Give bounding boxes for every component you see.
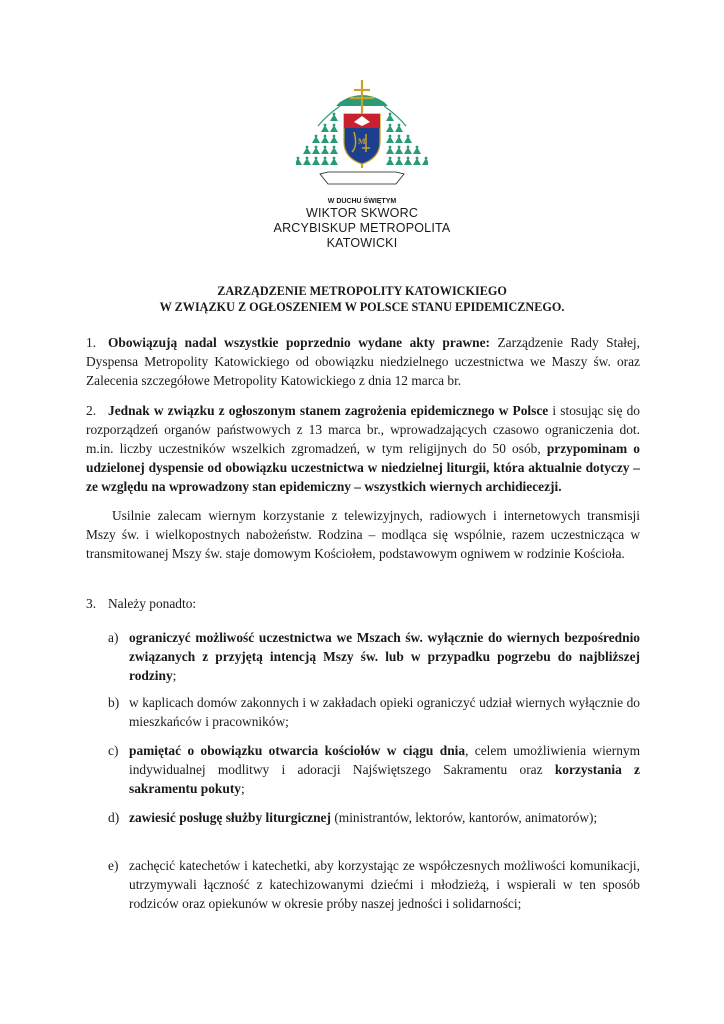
list-item-c-text-1: , celem umożliwienia wiernym indywidualnej modlitwy i adoracji Najświętszego Sakramentu oraz bbox=[129, 743, 641, 777]
section-2-bold-1: Jednak w związku z ogłoszonym stanem zagrożenia epidemicznego w Polsce bbox=[108, 403, 549, 418]
list-item-d bbox=[108, 808, 640, 827]
tassel-left-knot bbox=[333, 157, 336, 160]
section-2-recommendation: Usilnie zalecam wiernym korzystanie z telewizyjnych, radiowych i internetowych transmisji Mszy św. i wielkopostnych nabożeństw. Rodzina – modląca się wspólnie, razem uczestnicząca w transmitowanej Mszy św. staje domowym Kościołem, podstawowym ogniwem w rodzinie Kościoła. bbox=[86, 508, 640, 561]
tassel-left-knot bbox=[333, 135, 336, 138]
tassel-left-knot bbox=[333, 146, 336, 149]
section-3-text: Należy ponadto: bbox=[108, 596, 197, 611]
tassel-left-knot bbox=[315, 157, 318, 160]
section-2-number: 2. bbox=[86, 403, 97, 418]
tassel-right-knot bbox=[389, 135, 392, 138]
tassel-left-knot bbox=[333, 124, 336, 127]
tassel-left-knot bbox=[324, 146, 327, 149]
tassels-right bbox=[386, 113, 428, 165]
section-2 bbox=[86, 401, 640, 496]
list-item-d-bold: zawiesić posługę służby liturgicznej bbox=[129, 810, 331, 825]
tassel-right-knot bbox=[398, 124, 401, 127]
tassel-right-knot bbox=[389, 146, 392, 149]
tassel-right-knot bbox=[389, 124, 392, 127]
tassel-left-knot bbox=[324, 124, 327, 127]
tassel-right-knot bbox=[416, 157, 419, 160]
title-line-2: W ZWIĄZKU Z OGŁOSZENIEM W POLSCE STANU EPIDEMICZNEGO. bbox=[159, 300, 565, 314]
tassel-left-knot bbox=[297, 157, 300, 160]
tassel-left-knot bbox=[306, 157, 309, 160]
shield bbox=[344, 114, 380, 164]
section-3 bbox=[86, 594, 640, 613]
svg-text:M: M bbox=[358, 137, 366, 146]
list-item-c bbox=[108, 741, 640, 798]
title-line-1: ZARZĄDZENIE METROPOLITY KATOWICKIEGO bbox=[217, 284, 507, 298]
tassel-left-knot bbox=[324, 135, 327, 138]
tassel-left bbox=[296, 158, 302, 165]
list-marker-c: c) bbox=[108, 743, 119, 758]
tassel-right-knot bbox=[407, 157, 410, 160]
tassel-right-knot bbox=[389, 113, 392, 116]
section-1 bbox=[86, 333, 640, 390]
section-2-text-1: i stosując się do rozporządzeń organów państwowych z 13 marca br., wprowadzających czasowo ograniczenia dot. m.in. liczby uczestników wszelkich zgromadzeń, w tym religijnych do 50 osób, bbox=[86, 403, 640, 456]
list-marker-b: b) bbox=[108, 695, 120, 710]
motto-ribbon bbox=[320, 172, 404, 184]
tassel-right-knot bbox=[416, 146, 419, 149]
list-item-a-text: ; bbox=[172, 668, 177, 683]
tassels-left bbox=[296, 113, 338, 165]
tassel-left-knot bbox=[315, 135, 318, 138]
tassel-right-knot bbox=[389, 157, 392, 160]
section-1-number: 1. bbox=[86, 335, 97, 350]
tassel-right-knot bbox=[407, 135, 410, 138]
motto-text: W DUCHU ŚWIĘTYM bbox=[327, 198, 397, 205]
tassel-right-knot bbox=[398, 146, 401, 149]
tassel-right-knot bbox=[425, 157, 428, 160]
list-item-a-bold: ograniczyć możliwość uczestnictwa we Mszach św. wyłącznie do wiernych bezpośrednio związanych z przyjętą intencją Mszy św. lub w przypadku pogrzebu do najbliższej rodziny bbox=[129, 630, 640, 683]
list-item-c-text-2: ; bbox=[240, 781, 245, 796]
tassel-left-knot bbox=[324, 157, 327, 160]
coat-of-arms bbox=[296, 76, 428, 196]
tassel-right-knot bbox=[407, 146, 410, 149]
list-item-b-text: w kaplicach domów zakonnych i w zakładach opieki ograniczyć udział wiernych wyłącznie do mieszkańców i pracowników; bbox=[129, 695, 640, 729]
section-1-text: Zarządzenie Rady Stałej, Dyspensa Metropolity Katowickiego od obowiązku niedzielnego uczestnictwa we Maszy św. oraz Zalecenia szczegółowe Metropolity Katowickiego z dnia 12 marca br. bbox=[86, 335, 640, 388]
section-1-bold: Obowiązują nadal wszystkie poprzednio wydane akty prawne: bbox=[108, 335, 490, 350]
author-see: KATOWICKI bbox=[326, 236, 398, 250]
author-name: WIKTOR SKWORC bbox=[305, 206, 419, 220]
tassel-left-knot bbox=[333, 113, 336, 116]
list-item-a bbox=[108, 628, 640, 685]
list-item-e bbox=[108, 856, 640, 913]
list-marker-e: e) bbox=[108, 858, 119, 873]
tassel-left-knot bbox=[315, 146, 318, 149]
section-3-number: 3. bbox=[86, 596, 97, 611]
tassel-left-knot bbox=[306, 146, 309, 149]
list-marker-a: a) bbox=[108, 630, 119, 645]
list-item-d-text: (ministrantów, lektorów, kantorów, animatorów); bbox=[330, 810, 598, 825]
list-item-b bbox=[108, 693, 640, 731]
list-item-c-bold-1: pamiętać o obowiązku otwarcia kościołów w ciągu dnia bbox=[129, 743, 466, 758]
list-item-e-text: zachęcić katechetów i katechetki, aby korzystając ze współczesnych możliwości komunikacji, utrzymywali łączność z katechizowanymi dziećmi i młodzieżą, i wspierali w ten sposób rodziców oraz opiekunów w okresie próby naszej jedności i solidarności; bbox=[129, 858, 640, 911]
tassel-right-knot bbox=[398, 157, 401, 160]
author-role: ARCYBISKUP METROPOLITA bbox=[273, 221, 451, 235]
list-marker-d: d) bbox=[108, 810, 120, 825]
section-2-bold-2: przypominam o udzielonej dyspensie od obowiązku uczestnictwa w niedzielnej liturgii, która aktualnie dotyczy – ze względu na wprowadzony stan epidemiczny – wszystkich wiernych archidiecezji. bbox=[86, 441, 640, 494]
tassel-right bbox=[422, 158, 428, 165]
tassel-right-knot bbox=[398, 135, 401, 138]
list-item-c-bold-2: korzystania z sakramentu pokuty bbox=[129, 762, 641, 796]
